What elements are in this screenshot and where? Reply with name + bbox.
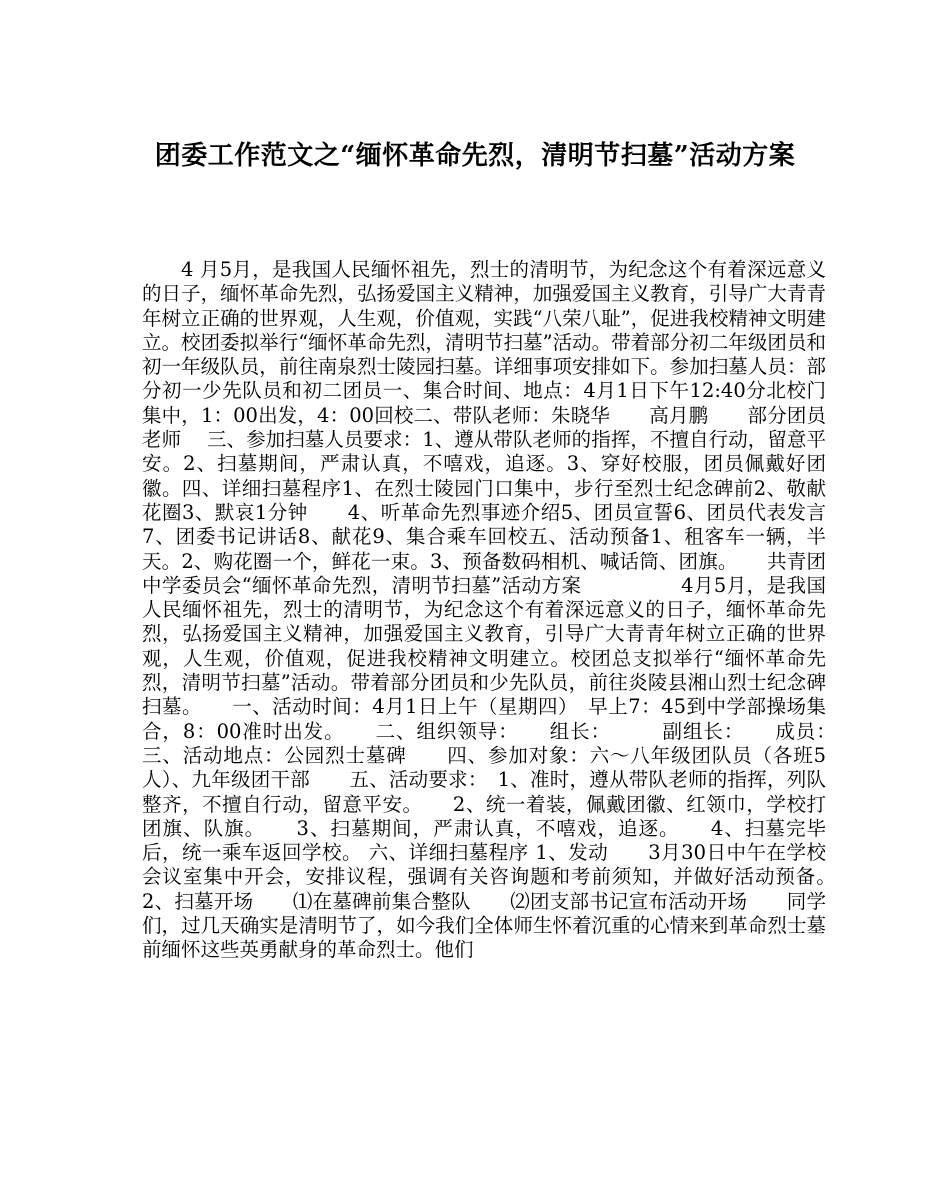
- document-title: 团委工作范文之“缅怀革命先烈，清明节扫墓”活动方案: [154, 141, 796, 171]
- document-body: 4 月5月，是我国人民缅怀祖先，烈士的清明节，为纪念这个有着深远意义的日子，缅怀革命先烈，弘扬爱国主义精神，加强爱国主义教育，引导广大青青年树立正确的世界观，人生观，价值观，实践“八荣八耻”，促进我校精神文明建立。校团委拟举行“缅怀革命先烈，清明节扫墓”活动。带着部分初二年级团员和初一年级队员，前往南泉烈士陵园扫墓。详细事项安排如下。参加扫墓人员：部分初一少先队员和初二团员一、集合时间、地点：4月1日下午12:40分北校门集中，1：00出发，4：00回校二、带队老师：朱晓华 高月鹏 部分团员老师 三、参加扫墓人员要求：1、遵从带队老师的指挥，不擅自行动，留意平安。2、扫墓期间，严肃认真，不嘻戏，追逐。3、穿好校服，团员佩戴好团徽。四、详细扫墓程序1、在烈士陵园门口集中，步行至烈士纪念碑前2、敬献花圈3、默哀1分钟 4、听革命先烈事迹介绍5、团员宣誓6、团员代表发言7、团委书记讲话8、献花9、集合乘车回校五、活动预备1、租客车一辆，半天。2、购花圈一个，鲜花一束。3、预备数码相机、喊话筒、团旗。 共青团中学委员会“缅怀革命先烈，清明节扫墓”活动方案 4月5月，是我国人民缅怀祖先，烈士的清明节，为纪念这个有着深远意义的日子，缅怀革命先烈，弘扬爱国主义精神，加强爱国主义教育，引导广大青青年树立正确的世界观，人生观，价值观，促进我校精神文明建立。校团总支拟举行“缅怀革命先烈，清明节扫墓”活动。带着部分团员和少先队员，前往炎陵县湘山烈士纪念碑扫墓。 一、活动时间：4月1日上午（星期四） 早上7：45到中学部操场集合，8：00准时出发。 二、组织领导： 组长： 副组长： 成员： 三、活动地点：公园烈士墓碑 四、参加对象：六～八年级团队员（各班5人）、九年级团干部 五、活动要求： 1、准时，遵从带队老师的指挥，列队整齐，不擅自行动，留意平安。 2、统一着装，佩戴团徽、红领巾，学校打团旗、队旗。 3、扫墓期间，严肃认真，不嘻戏，追逐。 4、扫墓完毕后，统一乘车返回学校。 六、详细扫墓程序 1、发动 3月30日中午在学校会议室集中开会，安排议程，强调有关咨询题和考前须知，并做好活动预备。 2、扫墓开场 ⑴在墓碑前集合整队 ⑵团支部书记宣布活动开场 同学们，过几天确实是清明节了，如今我们全体师生怀着沉重的心情来到革命烈士墓前缅怀这些英勇献身的革命烈士。他们: [142, 258, 905, 962]
